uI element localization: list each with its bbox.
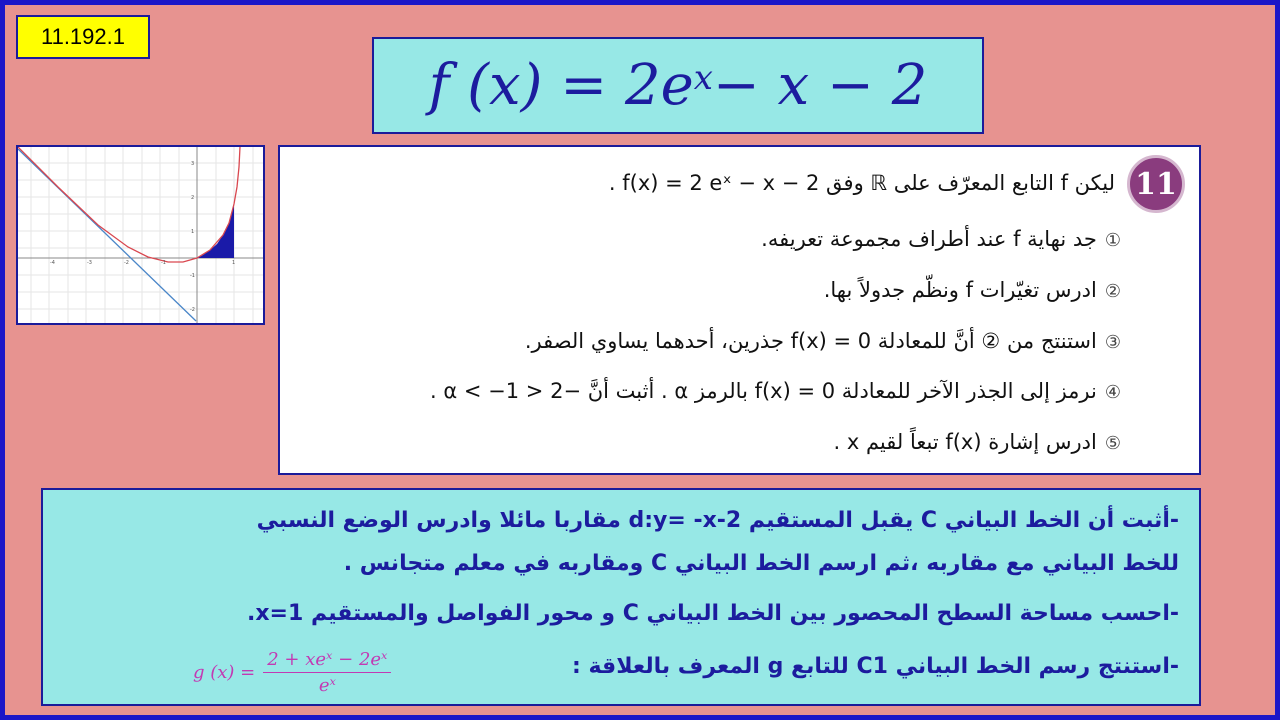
item-2-text: ادرس تغيّرات f ونظّم جدولاً بها. xyxy=(823,278,1097,302)
tick-x-2: -2 xyxy=(124,260,129,266)
title-exponent: x xyxy=(693,57,713,98)
g-fraction xyxy=(263,649,391,696)
function-title xyxy=(372,37,984,134)
item-4-bullet: ④ xyxy=(1104,382,1121,403)
exercise-item-1 xyxy=(761,227,1121,251)
exercise-number: 11 xyxy=(1127,155,1185,213)
task-line-3: -احسب مساحة السطح المحصور بين الخط البياني C و محور الفواصل والمستقيم x=1. xyxy=(247,601,1179,626)
g-denominator: eˣ xyxy=(318,675,336,696)
tick-x-1: -3 xyxy=(87,260,92,266)
title-lhs: f (x) = 2e xyxy=(428,53,694,118)
exercise-item-5 xyxy=(833,430,1121,454)
item-5-bullet: ⑤ xyxy=(1104,433,1121,454)
tick-y-2: 1 xyxy=(191,229,195,235)
title-rhs: − x − 2 xyxy=(712,53,928,118)
asymptote-line xyxy=(18,149,196,321)
g-lhs: g (x) = xyxy=(193,662,256,683)
slide xyxy=(5,5,1275,715)
exercise-item-3 xyxy=(525,329,1121,353)
exercise-item-4 xyxy=(430,379,1121,403)
function-graph xyxy=(16,145,265,325)
task-line-4: -استنتج رسم الخط البياني C1 للتابع g المعرف بالعلاقة : xyxy=(572,654,1179,679)
tick-x-4: 1 xyxy=(232,260,236,266)
task-line-2: للخط البياني مع مقاربه ،ثم ارسم الخط البياني C ومقاربه في معلم متجانس . xyxy=(343,551,1179,576)
tick-y-0: 3 xyxy=(191,161,195,167)
graph-svg xyxy=(18,147,263,323)
tasks-box xyxy=(41,488,1201,706)
tick-x-3: -1 xyxy=(161,260,166,266)
exercise-intro: ليكن f التابع المعرّف على ℝ وفق f(x) = 2 eˣ − x − 2 . xyxy=(608,171,1115,195)
exercise-box xyxy=(278,145,1201,475)
g-numerator: 2 + xeˣ − 2eˣ xyxy=(263,649,391,673)
tick-y-1: 2 xyxy=(191,195,195,201)
tick-x-0: -4 xyxy=(50,260,55,266)
g-formula xyxy=(193,649,391,696)
item-1-text: جد نهاية f عند أطراف مجموعة تعريفه. xyxy=(761,227,1097,251)
tick-y-4: -2 xyxy=(190,307,195,313)
tick-y-3: -1 xyxy=(190,273,195,279)
curve-cf xyxy=(18,147,240,262)
item-1-bullet: ① xyxy=(1104,230,1121,251)
item-3-text: استنتج من ② أنَّ للمعادلة f(x) = 0 جذرين، أحدهما يساوي الصفر. xyxy=(524,329,1097,353)
slide-number-badge: 11.192.1 xyxy=(16,15,150,59)
item-4-text: نرمز إلى الجذر الآخر للمعادلة f(x) = 0 بالرمز α . أثبت أنَّ −2 < α < −1 . xyxy=(430,379,1097,403)
item-2-bullet: ② xyxy=(1104,281,1121,302)
task-line-1: -أثبت أن الخط البياني C يقبل المستقيم d:y= -x-2 مقاربا مائلا وادرس الوضع النسبي xyxy=(256,508,1179,533)
exercise-item-2 xyxy=(824,278,1121,302)
item-3-bullet: ③ xyxy=(1104,332,1121,353)
item-5-text: ادرس إشارة f(x) تبعاً لقيم x . xyxy=(833,430,1097,454)
